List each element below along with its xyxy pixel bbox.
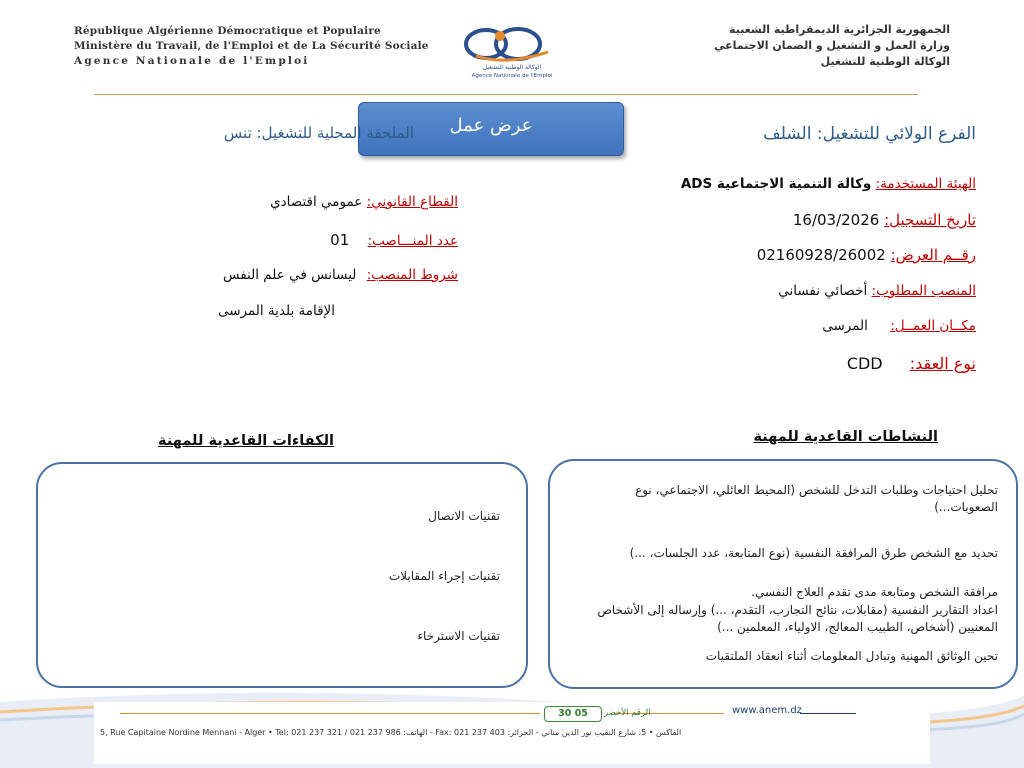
website-link[interactable]: www.anem.dz	[732, 705, 802, 716]
competences-title: الكفاءات القاعدية للمهنة	[158, 433, 334, 449]
competence-item: تقنيات إجراء المقابلات	[388, 569, 500, 583]
field-positions-count	[330, 231, 458, 249]
activity-item: تحين الوثائق المهنية وتبادل المعلومات أثناء انعقاد الملتقيات	[705, 649, 998, 663]
field-offer-number	[757, 246, 976, 264]
header-ar-agency: الوكالة الوطنية للتشغيل	[820, 55, 950, 68]
field-value: 01	[330, 231, 350, 249]
field-value: 16/03/2026	[792, 211, 880, 229]
field-value: الإقامة بلدية المرسى	[217, 303, 335, 319]
logo-arabic-name: الوكالة الوطنية للتشغيل	[482, 64, 542, 71]
competence-item: تقنيات الاسترخاء	[417, 629, 500, 643]
field-value: وكالة التنمية الاجتماعية ADS	[680, 176, 872, 192]
field-value: المرسى	[822, 318, 868, 334]
header-divider	[94, 94, 918, 95]
field-label: مكــان العمــل:	[890, 318, 976, 334]
green-number-badge: 30 05	[544, 706, 602, 722]
job-offer-title: عرض عمل	[358, 102, 624, 156]
field-label: القطاع القانوني:	[366, 194, 458, 210]
activity-item: تحديد مع الشخص طرق المرافقة النفسية (نوع المتابعة، عدد الجلسات، ...)	[629, 546, 998, 560]
field-value: ليسانس في علم النفس	[223, 267, 357, 283]
field-registration-date	[793, 211, 976, 229]
anem-logo	[456, 22, 568, 88]
field-value: عمومي اقتصادي	[270, 194, 363, 210]
field-label: الهيئة المستخدمة:	[875, 176, 976, 192]
competence-item: تقنيات الاتصال	[428, 509, 500, 523]
field-contract-type	[847, 354, 976, 373]
header-ar-republic: الجمهورية الجزائرية الديمقراطية الشعبية	[729, 23, 950, 36]
activity-item: تحليل احتياجات وطلبات التدخل للشخص (المحيط العائلي، الاجتماعي، نوع الصعوبات...)	[635, 483, 998, 514]
field-value: أخصائي نفساني	[778, 283, 868, 299]
field-label: تاريخ التسجيل:	[884, 211, 976, 229]
header-french	[74, 24, 429, 69]
branch-office: الفرع الولائي للتشغيل: الشلف	[763, 124, 976, 144]
header-fr-ministry: Ministère du Travail, de l'Emploi et de La Sécurité Sociale	[74, 40, 429, 52]
activity-item: مرافقة الشخص ومتابعة مدى تقدم العلاج النفسي.	[751, 585, 998, 599]
field-label: نوع العقد:	[909, 354, 976, 373]
green-number-label: الرقم الأخضر	[604, 708, 651, 718]
logo-french-name: Agence Nationale de l'Emploi	[471, 73, 553, 79]
local-annex: الملحقة المحلية للتشغيل: تنس	[223, 124, 414, 142]
header-fr-agency: Agence Nationale de l'Emploi	[74, 55, 310, 67]
footer-orange-rule	[120, 713, 540, 714]
field-employer	[681, 176, 976, 192]
field-value: CDD	[846, 354, 883, 373]
header-ar-ministry: وزارة العمل و التشغيل و الضمان الاجتماعي	[714, 39, 950, 52]
header-arabic	[714, 22, 950, 70]
field-label: شروط المنصب:	[366, 267, 458, 283]
field-position	[778, 283, 976, 299]
field-requirements	[223, 267, 458, 283]
footer-address: 5, Rue Capitaine Nordine Mennani - Alger • Tel: 021 237 321 / 021 237 986 :الهاتف - Fax: 021 237 403 :الفاكس • 5، شارع النقيب نور الدين مناني - الجزائر	[100, 728, 682, 737]
field-legal-sector	[270, 194, 458, 210]
field-workplace	[822, 318, 976, 334]
footer-blue-rule	[800, 713, 856, 714]
activity-item: اعداد التقارير النفسية (مقابلات، نتائج التجارب، التقدم، ...) وإرساله إلى الأشخاص المعنيين (أشخاص، الطبيب المعالج، الاولياء، المعلمين ...)	[597, 603, 998, 634]
header-fr-republic: République Algérienne Démocratique et Populaire	[74, 25, 381, 37]
field-value: 02160928/26002	[756, 246, 886, 264]
field-residence	[218, 303, 335, 319]
field-label: عدد المنـــاصب:	[367, 233, 458, 249]
activities-title: النشاطات القاعدية للمهنة	[753, 429, 938, 445]
field-label: رقــم العرض:	[890, 246, 976, 264]
field-label: المنصب المطلوب:	[871, 283, 976, 299]
